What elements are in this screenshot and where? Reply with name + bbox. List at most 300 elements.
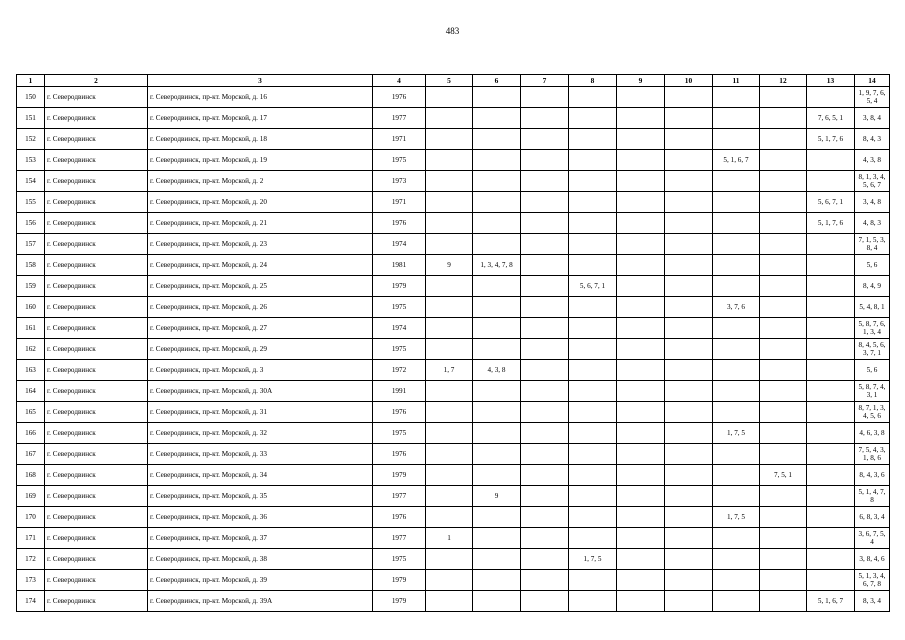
- city-cell: г. Северодвинск: [45, 423, 148, 444]
- table-row: [17, 465, 890, 486]
- value-cell-col-7: [521, 129, 569, 150]
- value-cell-col-5: [426, 129, 473, 150]
- row-number: 171: [17, 528, 45, 549]
- value-cell-col-9: [617, 192, 665, 213]
- value-cell-col-8: [569, 465, 617, 486]
- city-cell: г. Северодвинск: [45, 276, 148, 297]
- value-cell-col-6: [473, 192, 521, 213]
- value-cell-col-14: 3, 6, 7, 5, 4: [855, 528, 890, 549]
- value-cell-col-6: [473, 87, 521, 108]
- value-cell-col-12: [760, 507, 807, 528]
- value-cell-col-10: [665, 129, 713, 150]
- value-cell-col-6: [473, 570, 521, 591]
- value-cell-col-9: [617, 213, 665, 234]
- city-cell: г. Северодвинск: [45, 507, 148, 528]
- city-cell: г. Северодвинск: [45, 150, 148, 171]
- value-cell-col-7: [521, 108, 569, 129]
- value-cell-col-5: [426, 549, 473, 570]
- value-cell-col-11: [713, 591, 760, 612]
- value-cell-col-14: 4, 3, 8: [855, 150, 890, 171]
- value-cell-col-9: [617, 423, 665, 444]
- table-row: [17, 108, 890, 129]
- year-cell: 1975: [373, 339, 426, 360]
- value-cell-col-8: [569, 108, 617, 129]
- value-cell-col-13: 7, 6, 5, 1: [807, 108, 855, 129]
- value-cell-col-6: [473, 423, 521, 444]
- value-cell-col-5: [426, 108, 473, 129]
- city-cell: г. Северодвинск: [45, 591, 148, 612]
- value-cell-col-7: [521, 297, 569, 318]
- value-cell-col-8: 5, 6, 7, 1: [569, 276, 617, 297]
- value-cell-col-11: [713, 255, 760, 276]
- value-cell-col-6: [473, 444, 521, 465]
- value-cell-col-14: 5, 1, 4, 7, 8: [855, 486, 890, 507]
- value-cell-col-6: 1, 3, 4, 7, 8: [473, 255, 521, 276]
- value-cell-col-13: [807, 528, 855, 549]
- value-cell-col-8: [569, 150, 617, 171]
- address-cell: г. Северодвинск, пр-кт. Морской, д. 19: [148, 150, 373, 171]
- value-cell-col-5: [426, 381, 473, 402]
- city-cell: г. Северодвинск: [45, 381, 148, 402]
- year-cell: 1979: [373, 570, 426, 591]
- year-cell: 1991: [373, 381, 426, 402]
- value-cell-col-13: [807, 402, 855, 423]
- year-cell: 1974: [373, 318, 426, 339]
- year-cell: 1976: [373, 87, 426, 108]
- row-number: 153: [17, 150, 45, 171]
- value-cell-col-10: [665, 591, 713, 612]
- value-cell-col-9: [617, 549, 665, 570]
- value-cell-col-11: [713, 234, 760, 255]
- year-cell: 1976: [373, 402, 426, 423]
- value-cell-col-14: 8, 7, 1, 3, 4, 5, 6: [855, 402, 890, 423]
- column-header-2: 2: [45, 75, 148, 87]
- value-cell-col-10: [665, 402, 713, 423]
- value-cell-col-8: [569, 360, 617, 381]
- year-cell: 1977: [373, 528, 426, 549]
- value-cell-col-5: 9: [426, 255, 473, 276]
- year-cell: 1976: [373, 444, 426, 465]
- value-cell-col-9: [617, 171, 665, 192]
- value-cell-col-11: [713, 570, 760, 591]
- value-cell-col-6: [473, 297, 521, 318]
- city-cell: г. Северодвинск: [45, 297, 148, 318]
- table-row: [17, 171, 890, 192]
- row-number: 159: [17, 276, 45, 297]
- address-cell: г. Северодвинск, пр-кт. Морской, д. 24: [148, 255, 373, 276]
- value-cell-col-7: [521, 339, 569, 360]
- year-cell: 1976: [373, 507, 426, 528]
- column-header-10: 10: [665, 75, 713, 87]
- table-row: [17, 276, 890, 297]
- table-row: [17, 486, 890, 507]
- value-cell-col-11: [713, 87, 760, 108]
- value-cell-col-7: [521, 549, 569, 570]
- value-cell-col-11: [713, 129, 760, 150]
- value-cell-col-11: [713, 108, 760, 129]
- value-cell-col-9: [617, 507, 665, 528]
- address-cell: г. Северодвинск, пр-кт. Морской, д. 31: [148, 402, 373, 423]
- value-cell-col-11: [713, 318, 760, 339]
- value-cell-col-8: [569, 318, 617, 339]
- address-cell: г. Северодвинск, пр-кт. Морской, д. 23: [148, 234, 373, 255]
- value-cell-col-6: 9: [473, 486, 521, 507]
- value-cell-col-6: [473, 591, 521, 612]
- value-cell-col-10: [665, 108, 713, 129]
- value-cell-col-7: [521, 381, 569, 402]
- year-cell: 1975: [373, 297, 426, 318]
- value-cell-col-12: [760, 360, 807, 381]
- value-cell-col-10: [665, 171, 713, 192]
- row-number: 154: [17, 171, 45, 192]
- value-cell-col-6: [473, 276, 521, 297]
- value-cell-col-8: [569, 129, 617, 150]
- value-cell-col-7: [521, 507, 569, 528]
- row-number: 166: [17, 423, 45, 444]
- value-cell-col-12: [760, 213, 807, 234]
- value-cell-col-13: [807, 486, 855, 507]
- value-cell-col-9: [617, 381, 665, 402]
- value-cell-col-10: [665, 150, 713, 171]
- row-number: 155: [17, 192, 45, 213]
- value-cell-col-9: [617, 276, 665, 297]
- value-cell-col-8: [569, 87, 617, 108]
- row-number: 163: [17, 360, 45, 381]
- page-number: 483: [445, 26, 460, 36]
- value-cell-col-11: [713, 192, 760, 213]
- value-cell-col-13: [807, 444, 855, 465]
- value-cell-col-5: [426, 297, 473, 318]
- value-cell-col-12: [760, 528, 807, 549]
- table-row: [17, 297, 890, 318]
- table-row: [17, 528, 890, 549]
- value-cell-col-14: 4, 6, 3, 8: [855, 423, 890, 444]
- row-number: 158: [17, 255, 45, 276]
- value-cell-col-6: [473, 213, 521, 234]
- value-cell-col-5: [426, 234, 473, 255]
- value-cell-col-10: [665, 444, 713, 465]
- value-cell-col-11: [713, 339, 760, 360]
- value-cell-col-14: 4, 8, 3: [855, 213, 890, 234]
- value-cell-col-14: 8, 4, 3: [855, 129, 890, 150]
- value-cell-col-13: [807, 150, 855, 171]
- value-cell-col-13: [807, 381, 855, 402]
- row-number: 174: [17, 591, 45, 612]
- value-cell-col-12: [760, 150, 807, 171]
- value-cell-col-12: [760, 570, 807, 591]
- address-cell: г. Северодвинск, пр-кт. Морской, д. 16: [148, 87, 373, 108]
- value-cell-col-10: [665, 570, 713, 591]
- value-cell-col-14: 5, 8, 7, 6, 1, 3, 4: [855, 318, 890, 339]
- value-cell-col-11: [713, 360, 760, 381]
- value-cell-col-13: [807, 423, 855, 444]
- value-cell-col-12: [760, 549, 807, 570]
- value-cell-col-14: 8, 1, 3, 4, 5, 6, 7: [855, 171, 890, 192]
- value-cell-col-14: 8, 4, 9: [855, 276, 890, 297]
- year-cell: 1977: [373, 108, 426, 129]
- address-cell: г. Северодвинск, пр-кт. Морской, д. 36: [148, 507, 373, 528]
- value-cell-col-7: [521, 171, 569, 192]
- value-cell-col-10: [665, 255, 713, 276]
- value-cell-col-13: [807, 360, 855, 381]
- city-cell: г. Северодвинск: [45, 255, 148, 276]
- year-cell: 1971: [373, 129, 426, 150]
- row-number: 167: [17, 444, 45, 465]
- city-cell: г. Северодвинск: [45, 171, 148, 192]
- value-cell-col-6: [473, 234, 521, 255]
- value-cell-col-9: [617, 486, 665, 507]
- value-cell-col-12: [760, 276, 807, 297]
- value-cell-col-12: 7, 5, 1: [760, 465, 807, 486]
- value-cell-col-14: 3, 8, 4, 6: [855, 549, 890, 570]
- value-cell-col-14: 8, 4, 5, 6, 3, 7, 1: [855, 339, 890, 360]
- value-cell-col-12: [760, 234, 807, 255]
- value-cell-col-6: [473, 318, 521, 339]
- value-cell-col-13: [807, 465, 855, 486]
- value-cell-col-12: [760, 423, 807, 444]
- row-number: 168: [17, 465, 45, 486]
- value-cell-col-13: [807, 339, 855, 360]
- value-cell-col-14: 7, 5, 4, 3, 1, 8, 6: [855, 444, 890, 465]
- row-number: 162: [17, 339, 45, 360]
- value-cell-col-7: [521, 444, 569, 465]
- row-number: 169: [17, 486, 45, 507]
- table-row: [17, 360, 890, 381]
- value-cell-col-13: [807, 255, 855, 276]
- value-cell-col-8: [569, 171, 617, 192]
- value-cell-col-11: [713, 402, 760, 423]
- value-cell-col-12: [760, 108, 807, 129]
- table-row: [17, 381, 890, 402]
- value-cell-col-5: [426, 339, 473, 360]
- value-cell-col-10: [665, 297, 713, 318]
- value-cell-col-7: [521, 486, 569, 507]
- value-cell-col-9: [617, 108, 665, 129]
- value-cell-col-7: [521, 276, 569, 297]
- value-cell-col-14: 5, 6: [855, 255, 890, 276]
- value-cell-col-13: [807, 570, 855, 591]
- value-cell-col-7: [521, 423, 569, 444]
- column-header-7: 7: [521, 75, 569, 87]
- table-row: [17, 192, 890, 213]
- value-cell-col-8: [569, 234, 617, 255]
- column-header-14: 14: [855, 75, 890, 87]
- address-cell: г. Северодвинск, пр-кт. Морской, д. 2: [148, 171, 373, 192]
- value-cell-col-11: 1, 7, 5: [713, 507, 760, 528]
- value-cell-col-12: [760, 339, 807, 360]
- row-number: 172: [17, 549, 45, 570]
- table-row: [17, 507, 890, 528]
- row-number: 160: [17, 297, 45, 318]
- table-row: [17, 150, 890, 171]
- value-cell-col-12: [760, 381, 807, 402]
- value-cell-col-14: 5, 6: [855, 360, 890, 381]
- value-cell-col-12: [760, 591, 807, 612]
- value-cell-col-6: [473, 108, 521, 129]
- value-cell-col-14: 7, 1, 5, 3, 8, 4: [855, 234, 890, 255]
- city-cell: г. Северодвинск: [45, 360, 148, 381]
- address-cell: г. Северодвинск, пр-кт. Морской, д. 29: [148, 339, 373, 360]
- value-cell-col-8: [569, 591, 617, 612]
- row-number: 156: [17, 213, 45, 234]
- value-cell-col-5: [426, 486, 473, 507]
- value-cell-col-7: [521, 528, 569, 549]
- value-cell-col-10: [665, 234, 713, 255]
- city-cell: г. Северодвинск: [45, 129, 148, 150]
- city-cell: г. Северодвинск: [45, 318, 148, 339]
- value-cell-col-14: 6, 8, 3, 4: [855, 507, 890, 528]
- value-cell-col-6: [473, 150, 521, 171]
- address-cell: г. Северодвинск, пр-кт. Морской, д. 39: [148, 570, 373, 591]
- table-row: [17, 129, 890, 150]
- table-row: [17, 234, 890, 255]
- row-number: 157: [17, 234, 45, 255]
- address-cell: г. Северодвинск, пр-кт. Морской, д. 17: [148, 108, 373, 129]
- value-cell-col-10: [665, 339, 713, 360]
- row-number: 161: [17, 318, 45, 339]
- header-row: [17, 75, 890, 87]
- year-cell: 1975: [373, 549, 426, 570]
- year-cell: 1979: [373, 465, 426, 486]
- value-cell-col-5: [426, 570, 473, 591]
- value-cell-col-9: [617, 297, 665, 318]
- value-cell-col-10: [665, 192, 713, 213]
- column-header-6: 6: [473, 75, 521, 87]
- column-header-8: 8: [569, 75, 617, 87]
- table-body: [17, 87, 890, 612]
- value-cell-col-6: [473, 465, 521, 486]
- value-cell-col-14: 8, 4, 3, 6: [855, 465, 890, 486]
- address-cell: г. Северодвинск, пр-кт. Морской, д. 21: [148, 213, 373, 234]
- address-cell: г. Северодвинск, пр-кт. Морской, д. 39А: [148, 591, 373, 612]
- value-cell-col-5: 1: [426, 528, 473, 549]
- column-header-1: 1: [17, 75, 45, 87]
- value-cell-col-8: [569, 255, 617, 276]
- value-cell-col-9: [617, 255, 665, 276]
- value-cell-col-5: [426, 213, 473, 234]
- value-cell-col-14: 5, 4, 8, 1: [855, 297, 890, 318]
- table-row: [17, 444, 890, 465]
- value-cell-col-13: [807, 234, 855, 255]
- value-cell-col-9: [617, 465, 665, 486]
- value-cell-col-12: [760, 192, 807, 213]
- value-cell-col-8: [569, 444, 617, 465]
- table-row: [17, 213, 890, 234]
- value-cell-col-11: [713, 486, 760, 507]
- value-cell-col-7: [521, 213, 569, 234]
- city-cell: г. Северодвинск: [45, 213, 148, 234]
- row-number: 151: [17, 108, 45, 129]
- address-cell: г. Северодвинск, пр-кт. Морской, д. 34: [148, 465, 373, 486]
- address-cell: г. Северодвинск, пр-кт. Морской, д. 26: [148, 297, 373, 318]
- value-cell-col-9: [617, 150, 665, 171]
- value-cell-col-9: [617, 528, 665, 549]
- value-cell-col-11: 1, 7, 5: [713, 423, 760, 444]
- value-cell-col-8: [569, 486, 617, 507]
- value-cell-col-9: [617, 87, 665, 108]
- row-number: 150: [17, 87, 45, 108]
- address-cell: г. Северодвинск, пр-кт. Морской, д. 35: [148, 486, 373, 507]
- table-row: [17, 423, 890, 444]
- city-cell: г. Северодвинск: [45, 339, 148, 360]
- value-cell-col-13: [807, 549, 855, 570]
- value-cell-col-5: [426, 171, 473, 192]
- address-cell: г. Северодвинск, пр-кт. Морской, д. 33: [148, 444, 373, 465]
- table-row: [17, 402, 890, 423]
- value-cell-col-8: [569, 570, 617, 591]
- value-cell-col-7: [521, 234, 569, 255]
- value-cell-col-14: 5, 8, 7, 4, 3, 1: [855, 381, 890, 402]
- value-cell-col-8: 1, 7, 5: [569, 549, 617, 570]
- value-cell-col-10: [665, 423, 713, 444]
- value-cell-col-5: [426, 507, 473, 528]
- column-header-5: 5: [426, 75, 473, 87]
- city-cell: г. Северодвинск: [45, 234, 148, 255]
- value-cell-col-9: [617, 591, 665, 612]
- value-cell-col-10: [665, 465, 713, 486]
- year-cell: 1975: [373, 423, 426, 444]
- value-cell-col-10: [665, 381, 713, 402]
- value-cell-col-7: [521, 591, 569, 612]
- address-cell: г. Северодвинск, пр-кт. Морской, д. 20: [148, 192, 373, 213]
- value-cell-col-13: 5, 6, 7, 1: [807, 192, 855, 213]
- value-cell-col-7: [521, 192, 569, 213]
- value-cell-col-6: [473, 507, 521, 528]
- year-cell: 1973: [373, 171, 426, 192]
- value-cell-col-9: [617, 129, 665, 150]
- value-cell-col-6: [473, 528, 521, 549]
- value-cell-col-5: [426, 150, 473, 171]
- value-cell-col-10: [665, 276, 713, 297]
- address-cell: г. Северодвинск, пр-кт. Морской, д. 30А: [148, 381, 373, 402]
- value-cell-col-9: [617, 234, 665, 255]
- value-cell-col-11: [713, 549, 760, 570]
- city-cell: г. Северодвинск: [45, 402, 148, 423]
- value-cell-col-12: [760, 87, 807, 108]
- value-cell-col-6: [473, 402, 521, 423]
- address-cell: г. Северодвинск, пр-кт. Морской, д. 32: [148, 423, 373, 444]
- city-cell: г. Северодвинск: [45, 192, 148, 213]
- value-cell-col-7: [521, 570, 569, 591]
- value-cell-col-6: 4, 3, 8: [473, 360, 521, 381]
- value-cell-col-11: [713, 276, 760, 297]
- row-number: 152: [17, 129, 45, 150]
- column-header-3: 3: [148, 75, 373, 87]
- value-cell-col-13: 5, 1, 7, 6: [807, 129, 855, 150]
- address-cell: г. Северодвинск, пр-кт. Морской, д. 38: [148, 549, 373, 570]
- value-cell-col-8: [569, 402, 617, 423]
- value-cell-col-7: [521, 150, 569, 171]
- value-cell-col-9: [617, 444, 665, 465]
- value-cell-col-5: [426, 444, 473, 465]
- address-cell: г. Северодвинск, пр-кт. Морской, д. 18: [148, 129, 373, 150]
- table-row: [17, 570, 890, 591]
- address-cell: г. Северодвинск, пр-кт. Морской, д. 27: [148, 318, 373, 339]
- city-cell: г. Северодвинск: [45, 108, 148, 129]
- city-cell: г. Северодвинск: [45, 465, 148, 486]
- value-cell-col-13: 5, 1, 6, 7: [807, 591, 855, 612]
- value-cell-col-10: [665, 318, 713, 339]
- value-cell-col-11: [713, 528, 760, 549]
- address-cell: г. Северодвинск, пр-кт. Морской, д. 25: [148, 276, 373, 297]
- value-cell-col-8: [569, 192, 617, 213]
- row-number: 164: [17, 381, 45, 402]
- value-cell-col-10: [665, 507, 713, 528]
- value-cell-col-10: [665, 213, 713, 234]
- value-cell-col-9: [617, 318, 665, 339]
- year-cell: 1972: [373, 360, 426, 381]
- value-cell-col-10: [665, 486, 713, 507]
